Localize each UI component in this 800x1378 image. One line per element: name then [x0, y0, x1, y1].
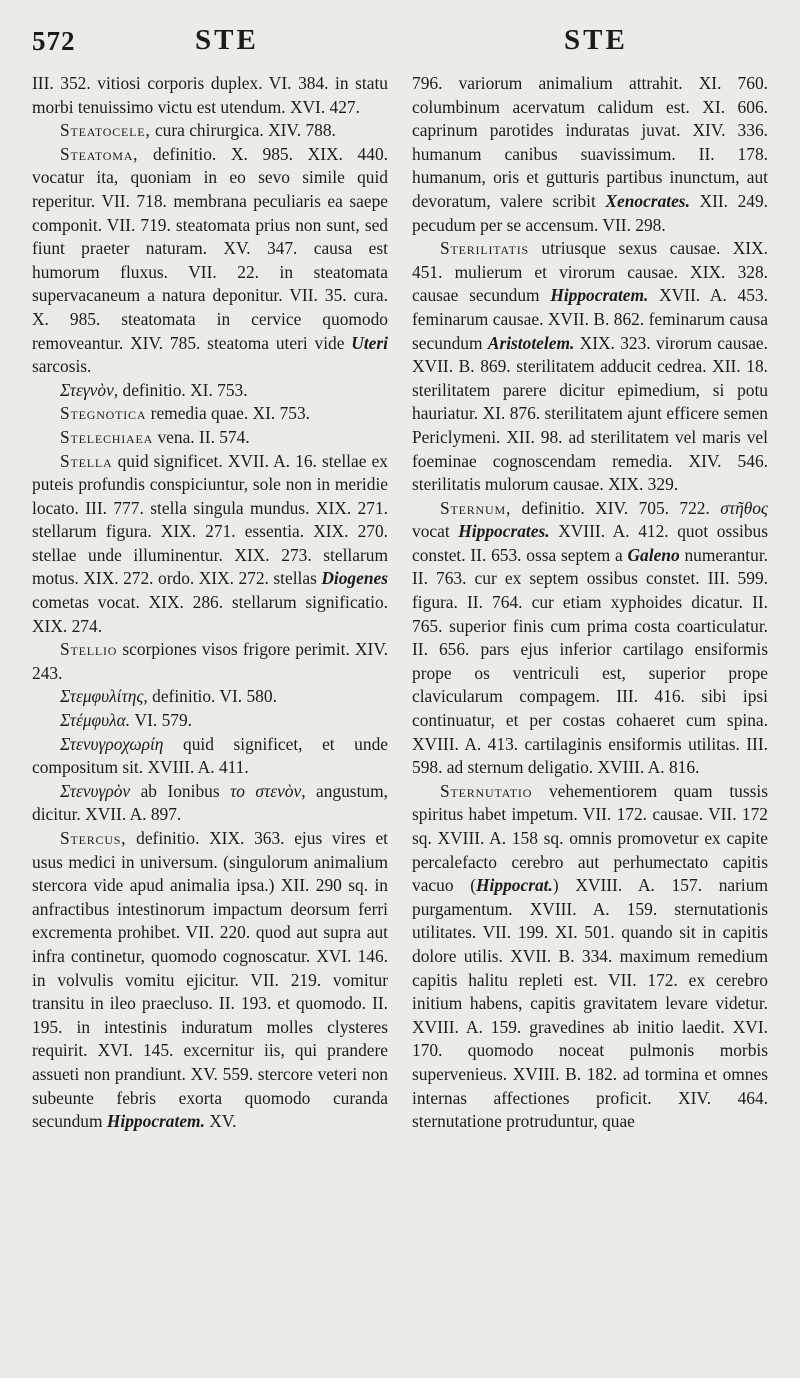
entry-headword: Stelechiaea	[60, 426, 154, 447]
index-entry-sternum: Sternum, definitio. XIV. 705. 722. στῆθος vocat Hippocrates. XVIII. A. 412. quot ossibus constet. II. 653. ossa septem a Galeno numerantur. II. 763. cur ex septem ossibus constet. III. 599. figura. II. 764. cur etiam xyphoides dicatur. II. 765. superior finis cum prima costa coarticulatur. II. 656. pars ejus inferior cartilago ensiformis prope os ventriculi est, superior prope clavicularum compagem. III. 416. sibi ipsi continuatur, et per costas cohaeret cum spina. XVIII. A. 413. cartilaginis ensiformis utilitas. III. 598. ad sternum deligatio. XVIII. A. 816.	[412, 497, 768, 778]
index-entry-stella: Stella quid significet. XVII. A. 16. stellae ex puteis profundis conspiciuntur, sole non in meridie locato. III. 777. stella singula mundus. XIX. 271. stellarum figura. XIX. 271. essentia. XIX. 270. stellae unde illuminentur. XIX. 273. stellarum motus. XIX. 272. ordo. XIX. 272. stellas Diogenes cometas vocat. XIX. 286. stellarum significatio. XIX. 274.	[32, 450, 388, 636]
index-entry-stenygrochoria: Στενυγροχωρίη quid significet, et unde compositum sit. XVIII. A. 411.	[32, 733, 388, 778]
entry-headword: Stegnotica	[60, 403, 147, 424]
running-title-left: STE	[195, 24, 259, 56]
greek-headword: Στενυγροχωρίη	[60, 733, 164, 754]
page-number: 572	[32, 26, 76, 56]
left-column	[32, 72, 388, 1372]
greek-headword: Στεμφυλίτης,	[60, 686, 148, 707]
entry-headword: Sterilitatis	[440, 238, 529, 259]
entry-headword: Stellio	[60, 639, 118, 660]
entry-headword: Sternum,	[440, 497, 512, 518]
index-entry: 796. variorum animalium attrahit. XI. 760. columbinum acervatum calidum est. XI. 606. caprinum parotides induratas juvat. XIV. 336. humanum canibus suavissimum. II. 178. humanum, oris et gutturis partibus inunctum, aut devoratum, valere scribit Xenocrates. XII. 249. pecudum per se accensum. VII. 298.	[412, 73, 768, 235]
index-entry-stegnon: Στεγνὸν, definitio. XI. 753.	[60, 379, 248, 400]
greek-headword: Στενυγρὸν	[60, 780, 131, 801]
index-entry-sterilitatis: Sterilitatis utriusque sexus causae. XIX. 451. mulierum et virorum causae. XIX. 328. causae secundum Hippocratem. XVII. A. 453. feminarum causae. XVII. B. 862. feminarum causa secundum Aristotelem. XIX. 323. virorum causae. XVII. B. 869. sterilitatem adducit cedrea. XII. 18. sterilitatem parere dicitur epimedium, si potu hauriatur. XI. 876. sterilitatem ajunt efficere semen Periclymeni. XII. 98. ad sterilitatem vel maris vel foeminae cognoscendam remedia. XIV. 546. sterilitatis mulorum causae. XIX. 329.	[412, 238, 768, 495]
index-entry-stelechiaea: Stelechiaea vena. II. 574.	[60, 426, 250, 447]
entry-headword: Stella	[60, 450, 113, 471]
running-title-right: STE	[564, 24, 628, 56]
index-entry: III. 352. vitiosi corporis duplex. VI. 384. in statu morbi tenuissimo victu est utendum. XVI. 427.	[32, 73, 388, 117]
entry-headword: Steatocele,	[60, 120, 151, 141]
entry-headword: Stercus,	[60, 828, 127, 848]
index-entry-stemphylites: Στεμφυλίτης, definitio. VI. 580.	[60, 686, 277, 707]
index-entry-stenygron: Στενυγρὸν ab Ionibus το στενὸν, angustum, dicitur. XVII. A. 897.	[32, 780, 388, 825]
right-column	[412, 72, 768, 1372]
index-entry-sternutatio: Sternutatio vehementiorem quam tussis spiritus habet impetum. VII. 172. causae. VII. 172 sq. XVIII. A. 158 sq. omnis promovetur ex capite percalefacto cerebro aut perhumectato capitis vacuo (Hippocrat.) XVIII. A. 157. narium purgamentum. XVIII. A. 159. sternutationis utilitates. VII. 199. XI. 501. quando sit in capitis dolore utilis. XVII. B. 334. maximum remedium capitis halitu repleti est. VII. 172. ex cerebro initium habens, capitis gravitatem levare videtur. XVIII. A. 159. gravedines ab initio laedit. XVI. 170. quomodo noceat pulmonis morbis supervenieus. XVIII. B. 182. ad tormina et omnes internas affectiones proficit. XIV. 464. sternutatione protruduntur, quae	[412, 780, 768, 1132]
running-header	[0, 0, 800, 70]
entry-headword: Steatoma,	[60, 143, 139, 164]
index-entry-steatocele: Steatocele, cura chirurgica. XIV. 788.	[60, 120, 336, 141]
index-entry-stemphyla: Στέμφυλα. VI. 579.	[60, 710, 192, 731]
greek-headword: Στεγνὸν,	[60, 379, 119, 400]
index-entry-stellio: Stellio scorpiones visos frigore perimit. XIV. 243.	[32, 639, 388, 683]
entry-headword: Sternutatio	[440, 780, 533, 801]
index-entry-stegnotica: Stegnotica remedia quae. XI. 753.	[60, 403, 311, 424]
index-entry-stercus: Stercus, definitio. XIX. 363. ejus vires et usus medici in universum. (singulorum animalium stercora vide apud animalia ipsa.) XII. 290 sq. in anfractibus intestinorum impactum deorsum ferri excrementa prohibet. VII. 220. quod aut supra aut infra continetur, quomodo cognoscatur. XVI. 146. in volvulis vomitu ejicitur. VII. 219. vomitur transitu in ileo praecluso. II. 193. et quomodo. II. 195. in intestinis induratum molles clysteres requirit. XVI. 145. excernitur iis, qui prandere assueti non prandiunt. XV. 559. stercore veteri non subeunte febris exorta quomodo curanda secundum Hippocratem. XV.	[32, 828, 388, 1132]
index-entry-steatoma: Steatoma, definitio. X. 985. XIX. 440. vocatur ita, quoniam in eo sevo simile quid reperitur. VII. 718. membrana peculiaris ea saepe componit. VII. 719. steatomata prius non sunt, sed fiunt praeter naturam. XV. 347. causa est humorum fluxus. VII. 22. in steatomata supervacaneum a natura deponitur. VII. 35. cura. X. 985. steatomata in cervice quomodo removeantur. XIV. 785. steatoma uteri vide Uteri sarcosis.	[32, 143, 388, 377]
greek-headword: Στέμφυλα.	[60, 710, 131, 731]
